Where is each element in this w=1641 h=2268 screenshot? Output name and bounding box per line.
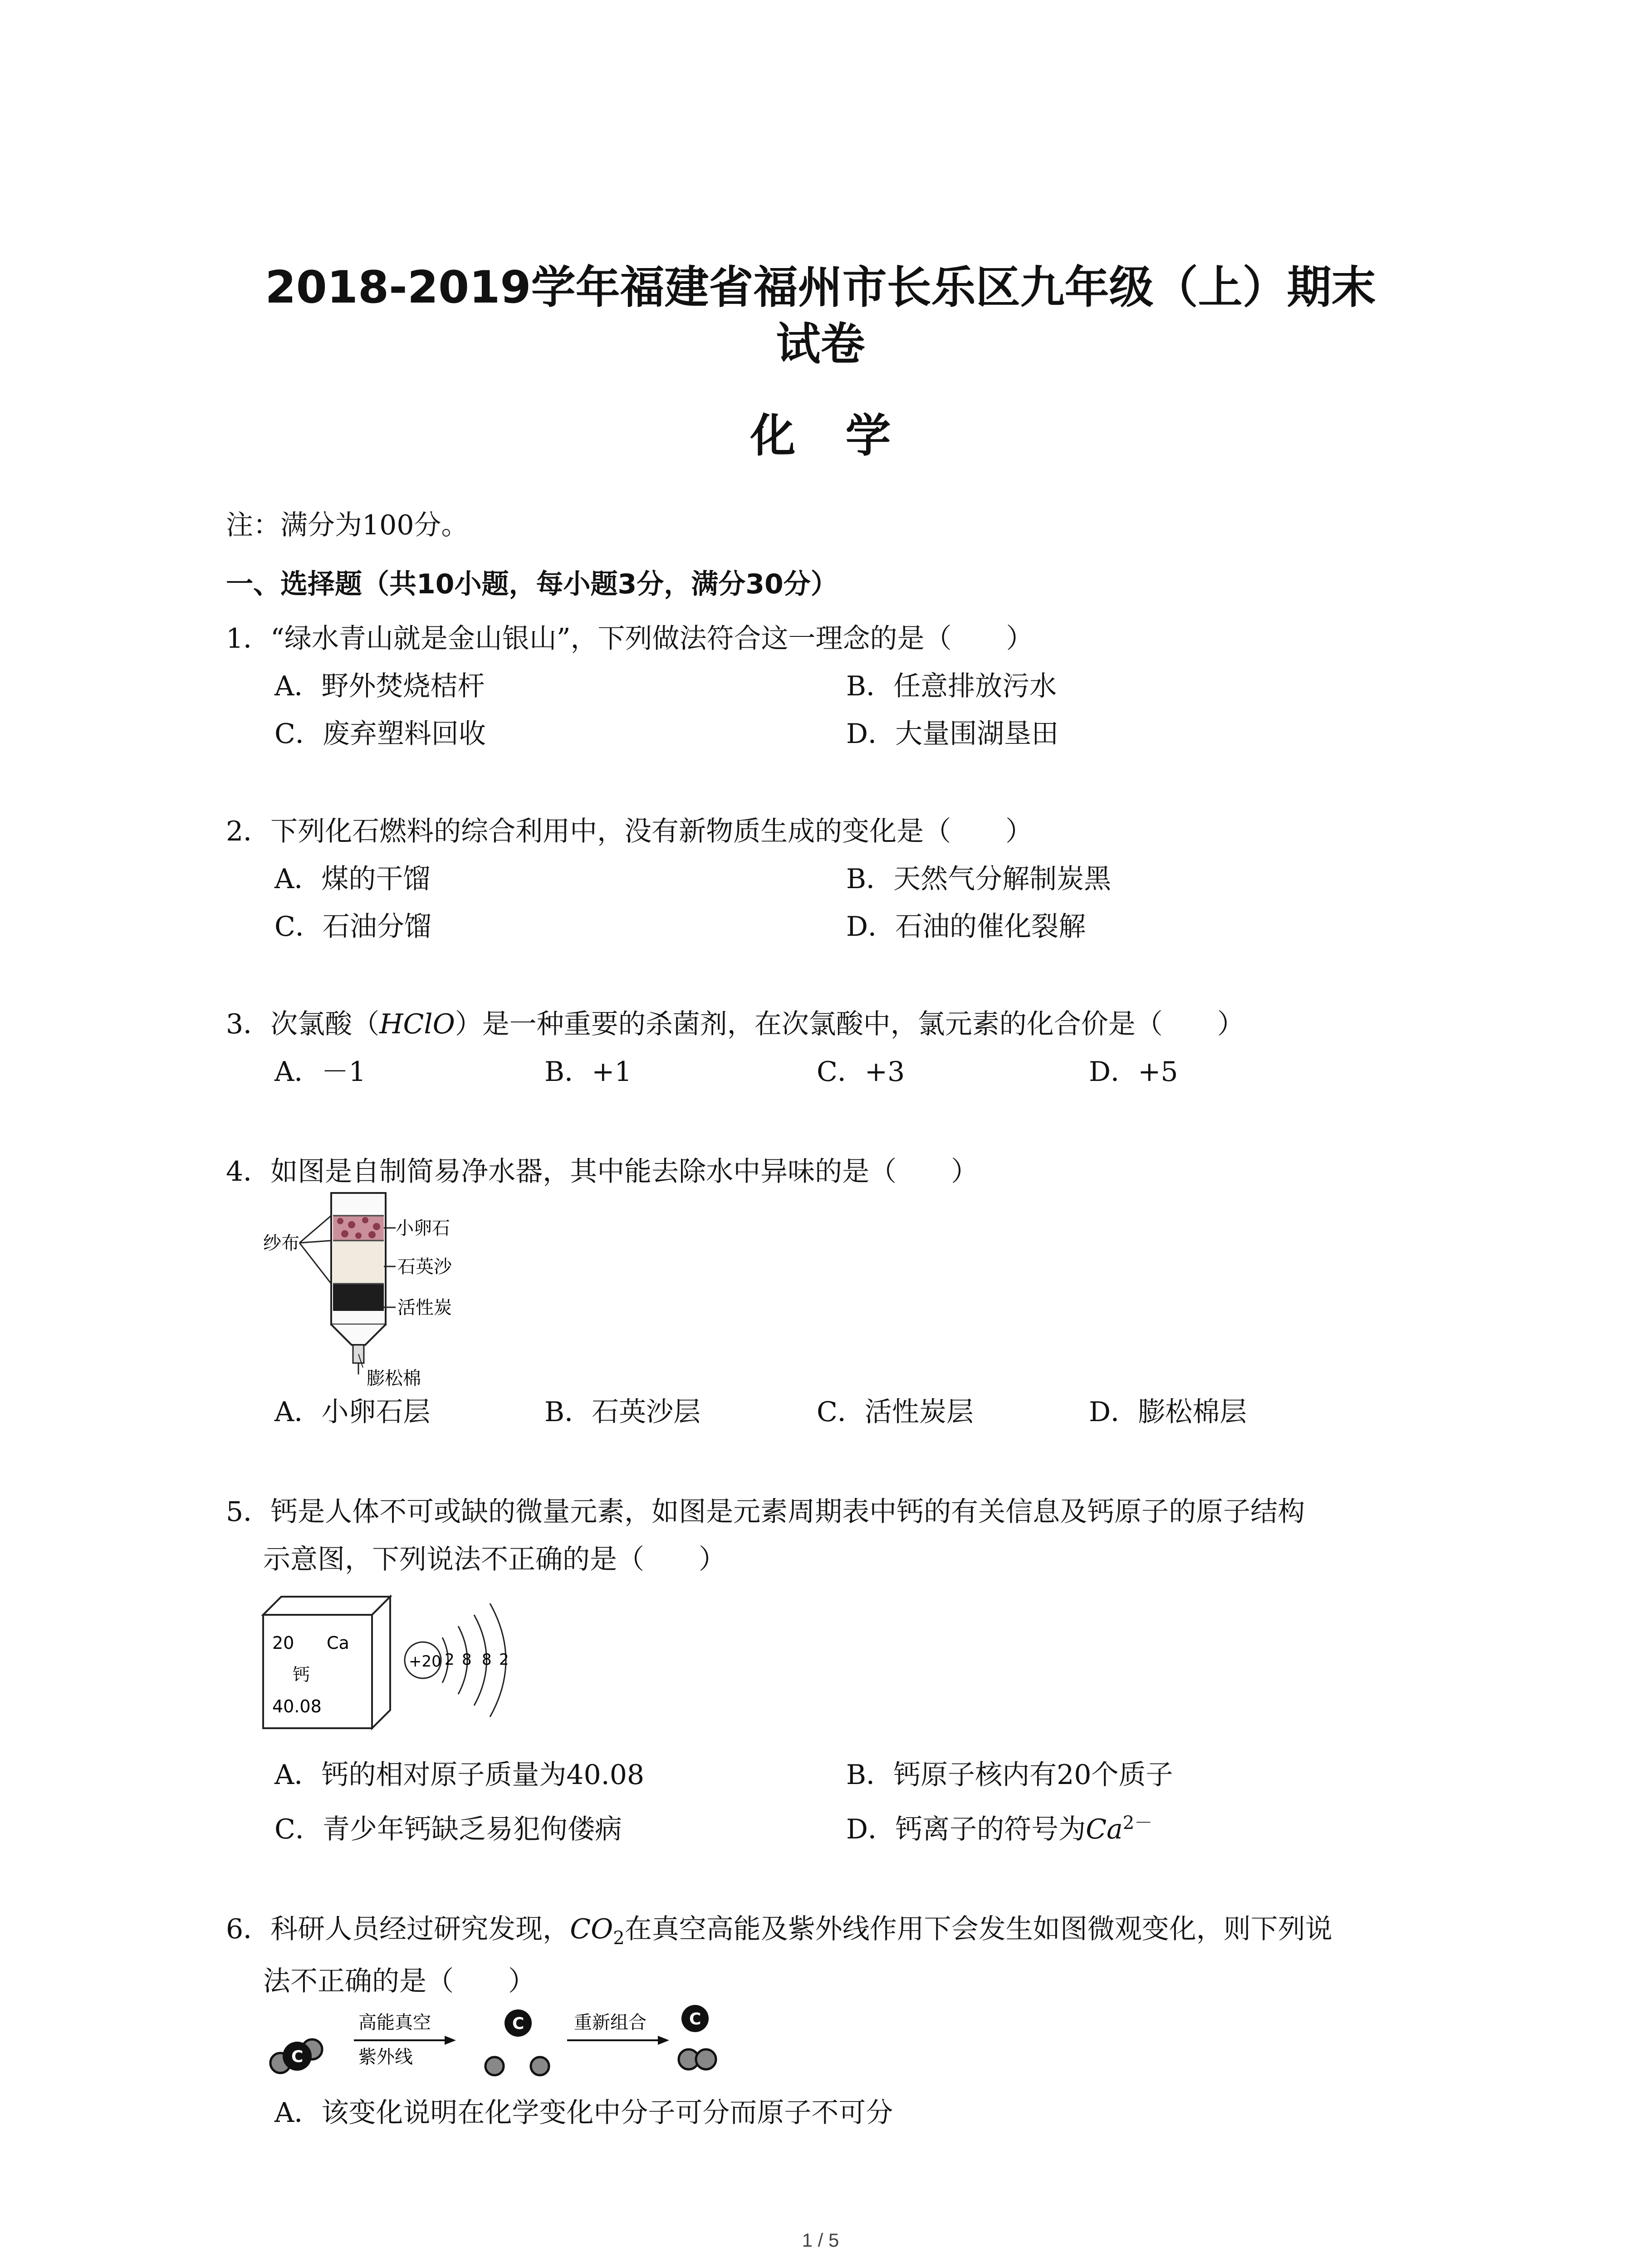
section-heading: 一、选择题（共10小题，每小题3分，满分30分） (226, 568, 838, 600)
carbon-layer (333, 1284, 384, 1311)
q1-option-c: C．废弃塑料回收 (274, 718, 486, 750)
q4-option-c: C．活性炭层 (817, 1396, 974, 1428)
svg-text:C: C (689, 2010, 701, 2028)
page-title: 2018-2019学年福建省福州市长乐区九年级（上）期末 (265, 262, 1376, 313)
score-note: 注：满分为100分。 (226, 509, 469, 541)
atom-structure (405, 1603, 509, 1717)
page-number: 1 / 5 (802, 2229, 839, 2251)
q1-option-d: D．大量围湖垦田 (846, 718, 1059, 750)
sand-label: 石英沙 (397, 1256, 452, 1277)
question-5-stem-line2: 示意图，下列说法不正确的是（ ） (263, 1544, 726, 1575)
periodic-table-cell (263, 1597, 390, 1728)
arrow1-top-label: 高能真空 (358, 2012, 431, 2033)
q5-option-b: B．钙原子核内有20个质子 (846, 1759, 1173, 1791)
arrow2-top-label: 重新组合 (574, 2012, 647, 2033)
q4-option-b: B．石英沙层 (544, 1396, 701, 1428)
co2-decomposition-figure (263, 1996, 762, 2087)
water-filter-figure (263, 1188, 499, 1388)
formula-hclo: HClO (379, 1008, 455, 1040)
svg-text:C: C (291, 2048, 304, 2066)
shell-4: 2 (499, 1651, 509, 1669)
svg-text:C: C (512, 2014, 524, 2033)
product-atoms (679, 2005, 716, 2069)
ion-charge: 2－ (1122, 1813, 1153, 1833)
q4-option-d: D．膨松棉层 (1089, 1396, 1247, 1428)
atomic-number: 20 (272, 1633, 294, 1653)
q3-option-b: B．+1 (544, 1056, 632, 1088)
q5-option-a: A．钙的相对原子质量为40.08 (274, 1759, 645, 1791)
question-6-stem: 6．科研人员经过研究发现，$CO_2$在真空高能及紫外线作用下会发生如图微观变化，则下列说 (226, 1913, 1332, 1949)
question-5-stem-line1: 5．钙是人体不可或缺的微量元素，如图是元素周期表中钙的有关信息及钙原子的原子结构 (226, 1496, 1305, 1528)
q2-option-c: C．石油分馏 (274, 911, 431, 943)
q2-option-d: D．石油的催化裂解 (846, 911, 1086, 943)
element-name: 钙 (293, 1665, 310, 1685)
element-symbol: Ca (327, 1633, 349, 1653)
arrow1-bottom-label: 紫外线 (358, 2047, 413, 2068)
sand-layer (333, 1241, 384, 1284)
q2-option-b: B．天然气分解制炭黑 (846, 863, 1112, 895)
formula-co2: CO (570, 1913, 613, 1945)
q3-option-c: C．+3 (817, 1056, 905, 1088)
cotton-label: 膨松棉 (367, 1368, 421, 1388)
shell-1: 2 (445, 1651, 455, 1669)
q5-option-c: C．青少年钙缺乏易犯佝偻病 (274, 1813, 622, 1845)
separated-atoms (485, 2009, 549, 2075)
q6-option-a: A．该变化说明在化学变化中分子可分而原子不可分 (274, 2097, 893, 2129)
q1-option-b: B．任意排放污水 (846, 670, 1057, 702)
co2-molecule (270, 2039, 322, 2073)
carbon-label: 活性炭 (397, 1297, 452, 1318)
q3-option-d: D．+5 (1089, 1056, 1178, 1088)
question-1-stem: 1．“绿水青山就是金山银山”，下列做法符合这一理念的是（ ） (226, 623, 1034, 655)
atomic-mass: 40.08 (272, 1696, 322, 1716)
q4-option-a: A．小卵石层 (274, 1396, 431, 1428)
q3-option-a: A．－1 (274, 1056, 366, 1088)
nucleus-charge: +20 (409, 1652, 441, 1671)
page-title-line2: 试卷 (776, 318, 865, 370)
question-2-stem: 2．下列化石燃料的综合利用中，没有新物质生成的变化是（ ） (226, 816, 1033, 847)
shell-2: 8 (462, 1651, 472, 1669)
q5-option-d: D．钙离子的符号为$Ca^{2-}$ (846, 1813, 1153, 1845)
shell-3: 8 (482, 1651, 492, 1669)
formula-ca: Ca (1086, 1813, 1123, 1845)
gauze-label: 纱布 (263, 1233, 299, 1254)
question-6-stem-line2: 法不正确的是（ ） (263, 1965, 535, 1997)
q2-option-a: A．煤的干馏 (274, 863, 431, 895)
subject-heading: 化学 (750, 409, 941, 462)
pebble-label: 小卵石 (396, 1218, 450, 1239)
calcium-figure (259, 1588, 549, 1742)
q1-option-a: A．野外焚烧桔杆 (274, 670, 485, 702)
question-3-stem: 3．次氯酸（HClO）是一种重要的杀菌剂，在次氯酸中，氯元素的化合价是（ ） (226, 1008, 1244, 1040)
question-4-stem: 4．如图是自制简易净水器，其中能去除水中异味的是（ ） (226, 1156, 979, 1188)
